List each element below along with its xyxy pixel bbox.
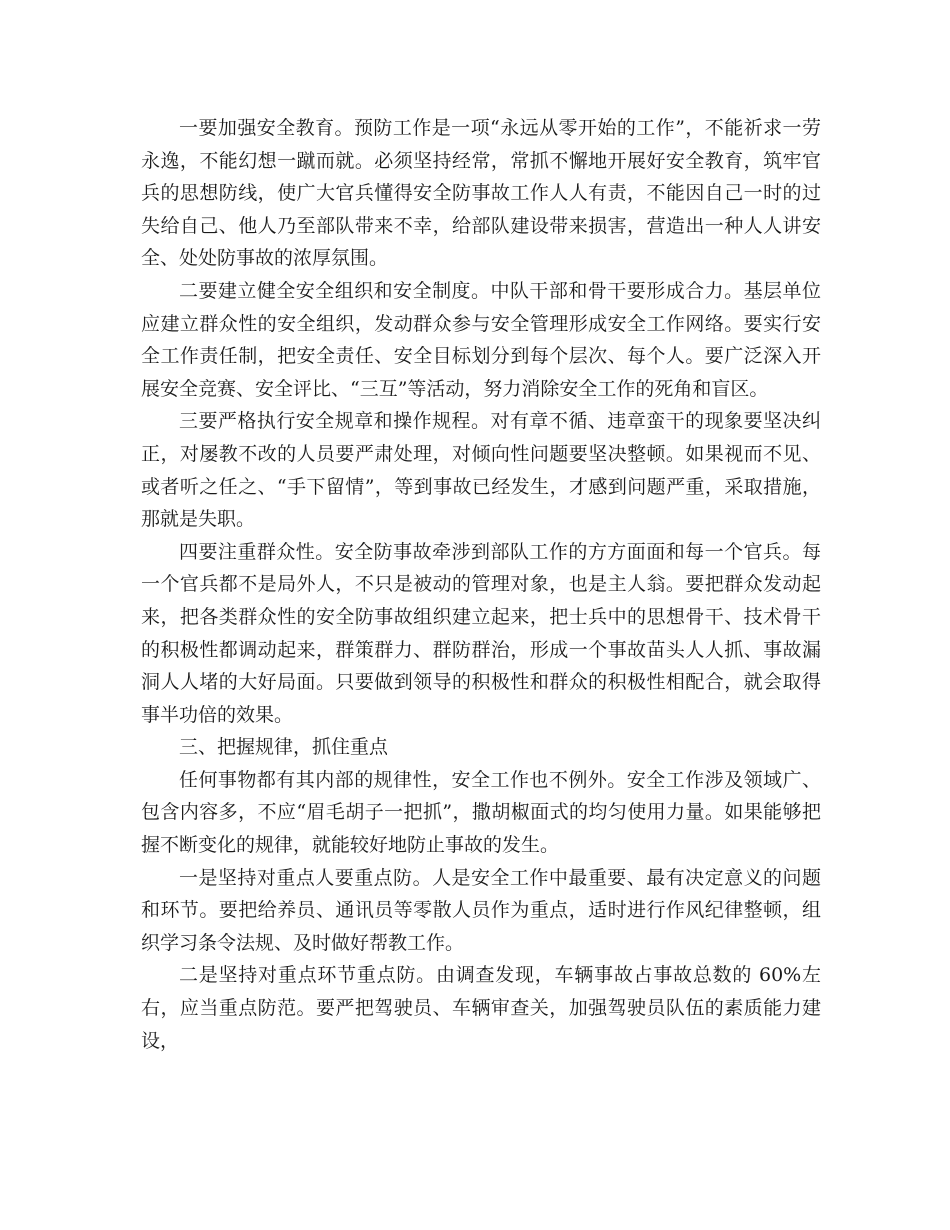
- paragraph-mass-participation: 四要注重群众性。安全防事故牵涉到部队工作的方方面面和每一个官兵。每一个官兵都不是局外人，不只是被动的管理对象，也是主人翁。要把群众发动起来，把各类群众性的安全防事故组织建立起来，把士兵中的思想骨干、技术骨干的积极性都调动起来，群策群力、群防群治，形成一个事故苗头人人抓、事故漏洞人人堵的大好局面。只要做到领导的积极性和群众的积极性相配合，就会取得事半功倍的效果。: [141, 540, 821, 726]
- paragraph-safety-regulations: 三要严格执行安全规章和操作规程。对有章不循、违章蛮干的现象要坚决纠正，对屡教不改的人员要严肃处理，对倾向性问题要坚决整顿。如果视而不见、或者听之任之、“手下留情”，等到事故已经发生，才感到问题严重，采取措施，那就是失职。: [141, 410, 821, 531]
- paragraph-key-links: 二是坚持对重点环节重点防。由调查发现，车辆事故占事故总数的 60%左右，应当重点防范。要严把驾驶员、车辆审查关，加强驾驶员队伍的素质能力建设，: [141, 964, 821, 1052]
- paragraph-grasp-patterns: 任何事物都有其内部的规律性，安全工作也不例外。安全工作涉及领域广、包含内容多，不应“眉毛胡子一把抓”，撒胡椒面式的均匀使用力量。如果能够把握不断变化的规律，就能较好地防止事故的发生。: [141, 768, 821, 857]
- paragraph-key-personnel: 一是坚持对重点人要重点防。人是安全工作中最重要、最有决定意义的问题和环节。要把给养员、通讯员等零散人员作为重点，适时进行作风纪律整顿，组织学习条令法规、及时做好帮教工作。: [141, 866, 821, 954]
- paragraph-safety-education: 一要加强安全教育。预防工作是一项“永远从零开始的工作”，不能祈求一劳永逸，不能幻想一蹴而就。必须坚持经常，常抓不懈地开展好安全教育，筑牢官兵的思想防线，使广大官兵懂得安全防事故工作人人有责，不能因自己一时的过失给自己、他人乃至部队带来不幸，给部队建设带来损害，营造出一种人人讲安全、处处防事故的浓厚氛围。: [141, 117, 821, 270]
- document-body: [141, 112, 821, 1057]
- section-heading: 三、把握规律，抓住重点: [179, 736, 389, 759]
- paragraph-safety-organization: 二要建立健全安全组织和安全制度。中队干部和骨干要形成合力。基层单位应建立群众性的安全组织，发动群众参与安全管理形成安全工作网络。要实行安全工作责任制，把安全责任、安全目标划分到每个层次、每个人。要广泛深入开展安全竞赛、安全评比、“三互”等活动，努力消除安全工作的死角和盲区。: [141, 279, 821, 400]
